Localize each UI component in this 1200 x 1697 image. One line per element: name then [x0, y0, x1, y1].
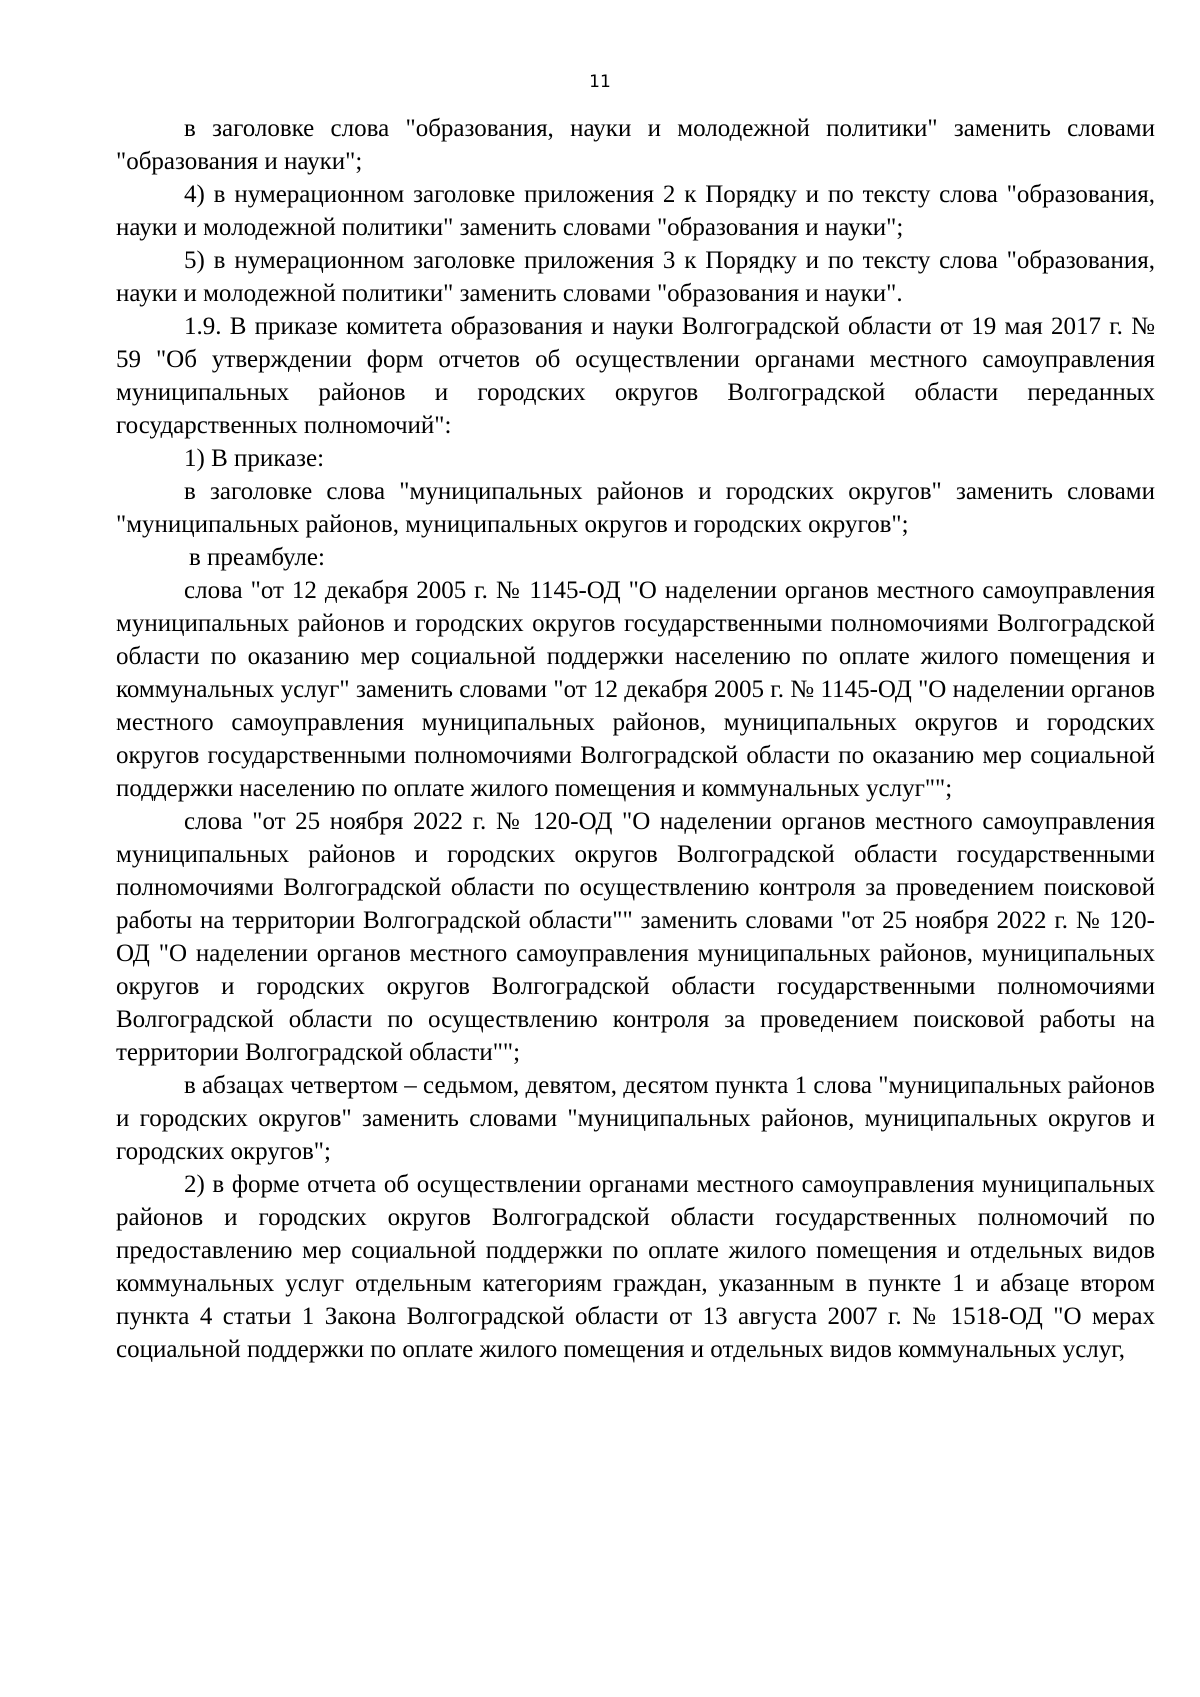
paragraph-words-1145: слова "от 12 декабря 2005 г. № 1145-ОД "О наделении органов местного самоуправления муниципальных районов и городских округов государственными полномочиями Волгоградской области по оказанию мер социальной поддержки населению по оплате жилого помещения и коммунальных услуг" заменить словами "от 12 декабря 2005 г. № 1145-ОД "О наделении органов местного самоуправления муниципальных районов, муниципальных округов и городских округов государственными полномочиями Волгоградской области по оказанию мер социальной поддержки населению по оплате жилого помещения и коммунальных услуг"";: [116, 577, 1155, 802]
paragraph-item-1-order: 1) В приказе:: [184, 445, 325, 472]
paragraph-heading-replacement: в заголовке слова "образования, науки и молодежной политики" заменить словами "образования и науки";: [116, 115, 1155, 175]
paragraph-abzacah: в абзацах четвертом – седьмом, девятом, десятом пункта 1 слова "муниципальных районов и городских округов" заменить словами "муниципальных районов, муниципальных округов и городских округов";: [116, 1072, 1155, 1165]
paragraph-item-2-form: 2) в форме отчета об осуществлении органами местного самоуправления муниципальных районов и городских округов Волгоградской области государственных полномочий по предоставлению мер социальной поддержки по оплате жилого помещения и отдельных видов коммунальных услуг отдельным категориям граждан, указанным в пункте 1 и абзаце втором пункта 4 статьи 1 Закона Волгоградской области от 13 августа 2007 г. № 1518-ОД "О мерах социальной поддержки по оплате жилого помещения и отдельных видов коммунальных услуг,: [116, 1171, 1155, 1363]
page-number: 11: [589, 72, 611, 92]
paragraph-item-4: 4) в нумерационном заголовке приложения 2 к Порядку и по тексту слова "образования, науки и молодежной политики" заменить словами "образования и науки";: [116, 181, 1155, 241]
paragraph-section-1-9: 1.9. В приказе комитета образования и науки Волгоградской области от 19 мая 2017 г. № 59 "Об утверждении форм отчетов об осуществлении органами местного самоуправления муниципальных районов и городских округов Волгоградской области переданных государственных полномочий":: [116, 313, 1155, 439]
paragraph-words-120: слова "от 25 ноября 2022 г. № 120-ОД "О наделении органов местного самоуправления муниципальных районов и городских округов Волгоградской области государственными полномочиями Волгоградской области по осуществлению контроля за проведением поисковой работы на территории Волгоградской области"" заменить словами "от 25 ноября 2022 г. № 120-ОД "О наделении органов местного самоуправления муниципальных районов, муниципальных округов и городских округов Волгоградской области государственными полномочиями Волгоградской области по осуществлению контроля за проведением поисковой работы на территории Волгоградской области"";: [116, 808, 1155, 1066]
paragraph-order-heading: в заголовке слова "муниципальных районов и городских округов" заменить словами "муниципальных районов, муниципальных округов и городских округов";: [116, 478, 1155, 538]
document-body: [116, 112, 1155, 1366]
paragraph-preamble: в преамбуле:: [189, 544, 325, 571]
paragraph-item-5: 5) в нумерационном заголовке приложения 3 к Порядку и по тексту слова "образования, науки и молодежной политики" заменить словами "образования и науки".: [116, 247, 1155, 307]
